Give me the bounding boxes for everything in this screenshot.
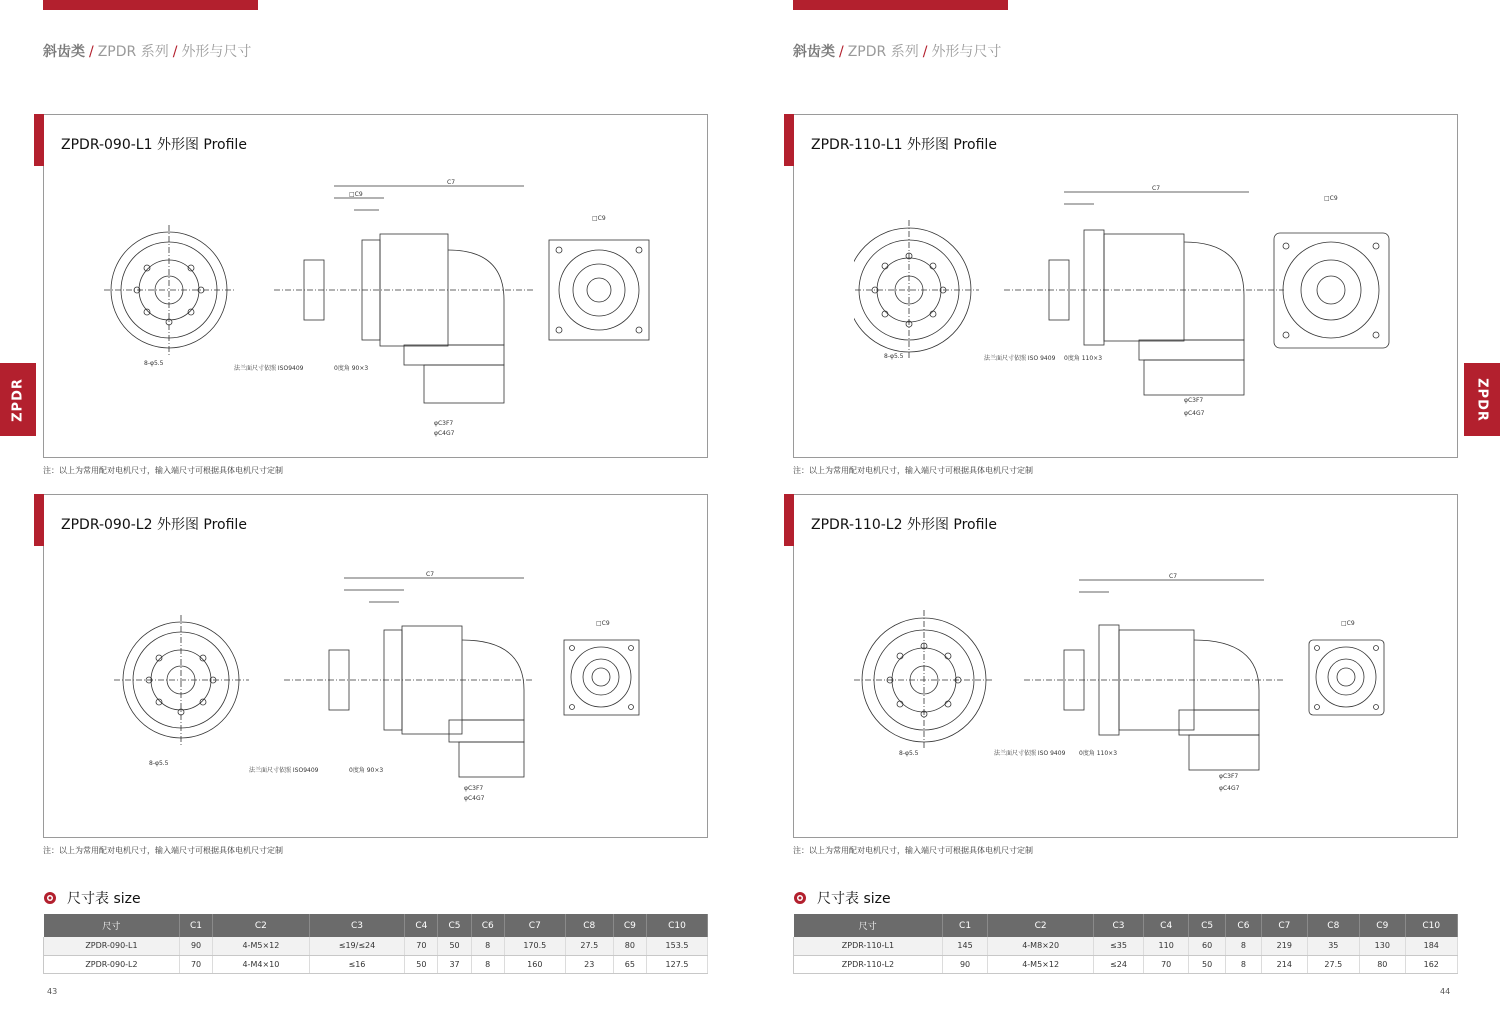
dim-label: φC4G7 bbox=[434, 430, 455, 437]
dim-label: 8-φ5.5 bbox=[899, 750, 919, 757]
breadcrumb-series[interactable]: ZPDR 系列 bbox=[97, 44, 169, 60]
dim-label: 法兰面尺寸依照 ISO 9409 bbox=[994, 750, 1066, 757]
dim-label: □C9 bbox=[1341, 620, 1355, 627]
table-header: C4 bbox=[405, 914, 438, 937]
dim-label: C7 bbox=[447, 179, 456, 186]
dim-label: 0度角 110×3 bbox=[1064, 355, 1103, 362]
breadcrumb-category[interactable]: 斜齿类 bbox=[43, 44, 85, 60]
dim-label: 法兰面尺寸依照 ISO 9409 bbox=[984, 355, 1056, 362]
breadcrumb-section[interactable]: 外形与尺寸 bbox=[931, 44, 1002, 60]
table-header: C9 bbox=[613, 914, 646, 937]
breadcrumb: 斜齿类 / ZPDR 系列 / 外形与尺寸 bbox=[793, 44, 1002, 60]
drawing-090-l2 bbox=[104, 550, 704, 820]
table-header: C4 bbox=[1143, 914, 1188, 937]
panel-title: ZPDR-090-L1 外形图 Profile bbox=[61, 137, 247, 153]
panel-title: ZPDR-090-L2 外形图 Profile bbox=[61, 517, 247, 533]
panel-title: ZPDR-110-L1 外形图 Profile bbox=[811, 137, 997, 153]
panel-accent bbox=[34, 494, 44, 546]
page-number: 44 bbox=[1440, 987, 1451, 996]
panel-accent bbox=[784, 114, 794, 166]
dim-label: 0度角 110×3 bbox=[1079, 750, 1118, 757]
table-row: ZPDR-090-L1 90 4-M5×12 ≤19/≤24 70 50 8 170.5 27.5 80 153.5 bbox=[44, 937, 708, 955]
side-tab[interactable]: ZPDR bbox=[0, 363, 36, 436]
technical-drawing bbox=[854, 170, 1454, 440]
dim-label: 法兰面尺寸依照 ISO9409 bbox=[234, 365, 304, 372]
dim-label: φC4G7 bbox=[464, 795, 485, 802]
dim-label: C7 bbox=[1152, 185, 1161, 192]
panel-note: 注：以上为常用配对电机尺寸，输入端尺寸可根据具体电机尺寸定制 bbox=[43, 846, 283, 855]
panel-accent bbox=[784, 494, 794, 546]
table-row: ZPDR-110-L1 145 4-M8×20 ≤35 110 60 8 219 35 130 184 bbox=[794, 937, 1458, 955]
table-header: C5 bbox=[1189, 914, 1225, 937]
dim-label: 8-φ5.5 bbox=[149, 760, 169, 767]
panel-accent bbox=[34, 114, 44, 166]
size-table-title: 尺寸表 size bbox=[43, 888, 141, 908]
table-header: C1 bbox=[179, 914, 212, 937]
gear-icon bbox=[43, 891, 57, 905]
table-header: C8 bbox=[1307, 914, 1360, 937]
breadcrumb-section[interactable]: 外形与尺寸 bbox=[181, 44, 252, 60]
drawing-panel bbox=[793, 114, 1458, 458]
drawing-110-l2 bbox=[854, 550, 1454, 820]
drawing-panel bbox=[43, 114, 708, 458]
table-header: C2 bbox=[988, 914, 1094, 937]
top-accent-bar bbox=[793, 0, 1008, 10]
table-header: C6 bbox=[471, 914, 504, 937]
dim-label: C7 bbox=[1169, 573, 1178, 580]
table-header: C10 bbox=[1405, 914, 1457, 937]
dim-label: 8-φ5.5 bbox=[884, 353, 904, 360]
panel-note: 注：以上为常用配对电机尺寸，输入端尺寸可根据具体电机尺寸定制 bbox=[793, 846, 1033, 855]
dim-label: φC3F7 bbox=[464, 785, 484, 792]
breadcrumb: 斜齿类 / ZPDR 系列 / 外形与尺寸 bbox=[43, 44, 252, 60]
dim-label: 法兰面尺寸依照 ISO9409 bbox=[249, 767, 319, 774]
dim-label: □C9 bbox=[596, 620, 610, 627]
page-number: 43 bbox=[47, 987, 58, 996]
table-header: C3 bbox=[1094, 914, 1144, 937]
size-table bbox=[793, 914, 1458, 974]
table-row: ZPDR-110-L2 90 4-M5×12 ≤24 70 50 8 214 27.5 80 162 bbox=[794, 955, 1458, 973]
drawing-panel bbox=[43, 494, 708, 838]
technical-drawing bbox=[854, 550, 1454, 820]
dim-label: C7 bbox=[426, 571, 435, 578]
size-table bbox=[43, 914, 708, 974]
table-header: C8 bbox=[565, 914, 613, 937]
table-header: 尺寸 bbox=[44, 914, 180, 937]
technical-drawing bbox=[104, 550, 704, 820]
panel-title: ZPDR-110-L2 外形图 Profile bbox=[811, 517, 997, 533]
panel-note: 注：以上为常用配对电机尺寸，输入端尺寸可根据具体电机尺寸定制 bbox=[793, 466, 1033, 475]
gear-icon bbox=[793, 891, 807, 905]
dim-label: φC3F7 bbox=[1219, 773, 1239, 780]
table-row: ZPDR-090-L2 70 4-M4×10 ≤16 50 37 8 160 23 65 127.5 bbox=[44, 955, 708, 973]
dim-label: φC4G7 bbox=[1184, 410, 1205, 417]
table-header: C2 bbox=[213, 914, 310, 937]
drawing-110-l1 bbox=[854, 170, 1454, 440]
table-header: C3 bbox=[309, 914, 405, 937]
table-header: C7 bbox=[504, 914, 565, 937]
panel-note: 注：以上为常用配对电机尺寸，输入端尺寸可根据具体电机尺寸定制 bbox=[43, 466, 283, 475]
table-header: C6 bbox=[1225, 914, 1261, 937]
table-header: C7 bbox=[1262, 914, 1307, 937]
size-table-title: 尺寸表 size bbox=[793, 888, 891, 908]
side-tab[interactable]: ZPDR bbox=[1464, 363, 1500, 436]
table-header: 尺寸 bbox=[794, 914, 943, 937]
dim-label: 8-φ5.5 bbox=[144, 360, 164, 367]
drawing-panel bbox=[793, 494, 1458, 838]
dim-label: φC3F7 bbox=[434, 420, 454, 427]
dim-label: φC3F7 bbox=[1184, 397, 1204, 404]
table-header: C10 bbox=[646, 914, 707, 937]
dim-label: 0度角 90×3 bbox=[349, 767, 384, 774]
dim-label: □C9 bbox=[592, 215, 606, 222]
breadcrumb-series[interactable]: ZPDR 系列 bbox=[847, 44, 919, 60]
dim-label: □C9 bbox=[349, 191, 363, 198]
table-header: C5 bbox=[438, 914, 471, 937]
dim-label: □C9 bbox=[1324, 195, 1338, 202]
table-header: C9 bbox=[1360, 914, 1405, 937]
dim-label: 0度角 90×3 bbox=[334, 365, 369, 372]
technical-drawing bbox=[104, 170, 704, 440]
dim-label: φC4G7 bbox=[1219, 785, 1240, 792]
drawing-090-l1 bbox=[104, 170, 704, 440]
table-header: C1 bbox=[942, 914, 987, 937]
breadcrumb-category[interactable]: 斜齿类 bbox=[793, 44, 835, 60]
top-accent-bar bbox=[43, 0, 258, 10]
